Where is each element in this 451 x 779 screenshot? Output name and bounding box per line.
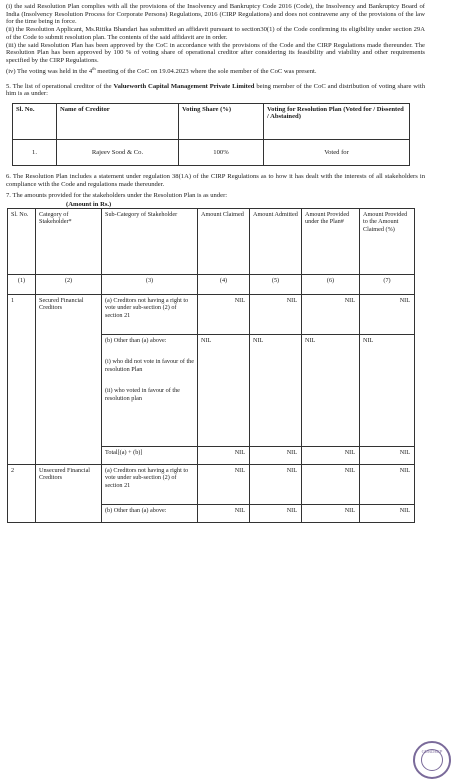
amt-header-subcategory: Sub-Category of Stakeholder <box>102 209 198 275</box>
amt-sub-b-i: (i) who did not vote in favour of the resolution Plan <box>105 358 195 373</box>
amt-subcategory: (b) Other than (a) above: <box>102 505 198 523</box>
amount-unit-label: (Amount in Rs.) <box>66 201 112 209</box>
vote-header-slno: Sl. No. <box>13 103 57 139</box>
paragraph-i: (i) the said Resolution Plan complies with all the provisions of the Insolvency and Bankruptcy Code 2016 (Code), the Insolvency and Bankruptcy Board of India (Insolvency Resolution Process for Corporate Persons) Regulations, 2016 (CIRP Regulations) and does not contravene any of the provisions of the law for the time being in force. <box>6 3 425 26</box>
paragraph-ii: (ii) the Resolution Applicant, Ms.Ritika Bhandari has submitted an affidavit pursuant to section30(1) of the Code confirming its eligibility under section 29A of the Code to submit resolution plan. The contents of the said affidavit are in order. <box>6 26 425 41</box>
amt-cell: NIL <box>360 295 415 335</box>
seal-text: GURDEEP <box>421 749 443 754</box>
amt-cell: NIL <box>302 505 360 523</box>
vote-cell-share: 100% <box>179 139 264 165</box>
amt-cell: NIL <box>360 505 415 523</box>
amt-cell: NIL <box>250 335 302 447</box>
amt-cell: NIL <box>198 335 250 447</box>
col-num: (2) <box>36 275 102 295</box>
voting-share-table <box>12 103 410 166</box>
vote-header-share: Voting Share (%) <box>179 103 264 139</box>
amt-cell: NIL <box>250 465 302 505</box>
amt-sub-b-ii: (ii) who voted in favour of the resolution plan <box>105 387 180 402</box>
vote-header-creditor: Name of Creditor <box>57 103 179 139</box>
amt-header-claimed: Amount Claimed <box>198 209 250 275</box>
amt-subcategory: (a) Creditors not having a right to vote under sub-section (2) of section 21 <box>102 295 198 335</box>
amounts-table <box>7 208 415 523</box>
amt-row-slno: 2 <box>8 465 36 523</box>
amt-cell: NIL <box>360 335 415 447</box>
amt-header-slno: Sl. No. <box>8 209 36 275</box>
amt-subcategory-b <box>102 335 198 447</box>
amt-header-admitted: Amount Admitted <box>250 209 302 275</box>
paragraph-6: 6. The Resolution Plan includes a statement under regulation 38(1A) of the CIRP Regulations as to how it has dealt with the interests of all stakeholders in compliance with the Code and regulations made thereunder. <box>6 172 425 188</box>
amt-cell: NIL <box>360 447 415 465</box>
amt-header-category: Category of Stakeholder* <box>36 209 102 275</box>
amt-cell: NIL <box>360 465 415 505</box>
amt-cell: NIL <box>250 447 302 465</box>
amt-cell: NIL <box>198 447 250 465</box>
amt-cell: NIL <box>302 447 360 465</box>
seal-stamp <box>413 741 451 779</box>
vote-cell-slno: 1. <box>13 139 57 165</box>
col-num: (4) <box>198 275 250 295</box>
amt-row-category: Secured Financial Creditors <box>36 295 102 465</box>
vote-cell-creditor: Rajeev Sood & Co. <box>57 139 179 165</box>
amt-subcategory: (a) Creditors not having a right to vote under sub-section (2) of section 21 <box>102 465 198 505</box>
amt-cell: NIL <box>198 295 250 335</box>
paragraph-iv: (iv) The voting was held in the 4th meeting of the CoC on 19.04.2023 where the sole member of the CoC was present. <box>6 65 317 75</box>
amt-row-category: Unsecured Financial Creditors <box>36 465 102 523</box>
amt-cell: NIL <box>198 505 250 523</box>
seal-inner-ring <box>421 749 443 771</box>
col-num: (3) <box>102 275 198 295</box>
amt-cell: NIL <box>198 465 250 505</box>
amt-header-provided: Amount Provided under the Plan# <box>302 209 360 275</box>
amt-header-percent: Amount Provided to the Amount Claimed (%) <box>360 209 415 275</box>
amt-cell: NIL <box>302 465 360 505</box>
amt-row-slno: 1 <box>8 295 36 465</box>
col-num: (1) <box>8 275 36 295</box>
col-num: (7) <box>360 275 415 295</box>
paragraph-iii: (iii) the said Resolution Plan has been approved by the CoC in accordance with the provisions of the Code and the CIRP Regulations made thereunder. The Resolution Plan has been approved by 100 % of voting share of operational creditor after considering its feasibility and viability and other requirements specified by the CIRP Regulations. <box>6 41 425 64</box>
amt-cell: NIL <box>302 335 360 447</box>
amt-cell: NIL <box>302 295 360 335</box>
paragraph-5: 5. The list of operational creditor of the Valueworth Capital Management Private Limited being member of the CoC and distribution of voting share with him is as under: <box>6 82 425 98</box>
col-num: (6) <box>302 275 360 295</box>
col-num: (5) <box>250 275 302 295</box>
amt-sub-b-label: (b) Other than (a) above: <box>105 337 167 345</box>
vote-header-voting: Voting for Resolution Plan (Voted for / Dissented / Abstained) <box>264 103 410 139</box>
amt-cell: NIL <box>250 505 302 523</box>
amt-cell: NIL <box>250 295 302 335</box>
amt-subcategory-total: Total[(a) + (b)] <box>102 447 198 465</box>
vote-cell-voting: Voted for <box>264 139 410 165</box>
paragraph-7: 7. The amounts provided for the stakeholders under the Resolution Plan is as under: <box>6 192 228 200</box>
